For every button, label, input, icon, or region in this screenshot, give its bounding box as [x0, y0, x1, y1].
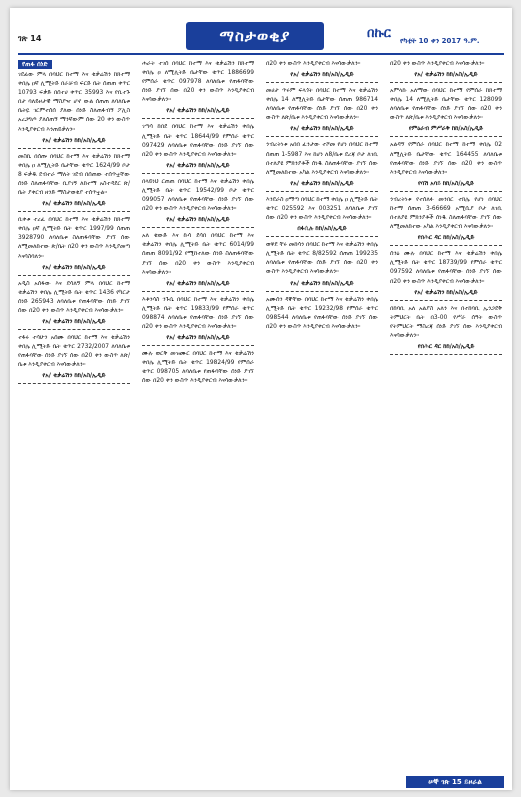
notice-signature: የአ/ ቂቃሬሽን ከከ/አስ/ኢዲድ — [166, 217, 230, 224]
notice-text: በ20 ቀን ውስጥ እንዲያቀርብ እናሳውቃለን። — [390, 61, 485, 67]
notice-text: ንብረትነቱ የተሰለፉ መንበር ተክሌ የሆነ በባህር ከተማ ሰጠጠ 3-66669 አሚሲያ ቦታ ለገቢ በተለያዩ ምክንያቶች ሰነዱ ስለጠፋባቸው ያገኘ ሰው ለሚመለከተው አካል እንዲያቀርብ እናሳውቃለን። — [390, 196, 502, 231]
notice-signature: የባሽ አባይ ከከ/አስ/ኢዲድ — [418, 180, 474, 187]
notice-signature: የአ/ ቂቃሬሽን ከከ/አስ/ኢዲድ — [414, 72, 478, 79]
notice-signature: የአ/ ቂቃሬሽን ከከ/አስ/ኢዲድ — [166, 280, 230, 287]
notice-signature: የአ/ ቂቃሬሽን ከከ/አስ/ኢዲድ — [290, 280, 354, 287]
notice-text: ሰንዕ ሙሉ በባህር ከተማ እና ቂቃሬሽን ቀበሌ ሊሚትድ ቤት ቁጥር 18739/99 የምሰራ ቁጥር 097592 ለባለቤቱ የጠፋባቸው ሰነድ ያገኘ ሰው በ20 ቀን ውስጥ እንዲያቀርብ እናሳውቃለን። — [390, 251, 502, 285]
issue-date: የካቲት 10 ቀን 2017 ዓ.ም. — [400, 37, 480, 45]
notice-column-3 — [266, 60, 378, 332]
notice-text: አዲስ አሰፋው እና ደሳለኝ ምላ በባህር ከተማ ቂቃሬሽን ቀበሌ ሊሚትድ ቤት ቁጥር 1436 የካርታ ሰነድ 265943 ለባለቤቱ የጠፋባቸው ሰነድ ያገኘ ሰው በ20 ቀን ውስጥ እንዲያቀርብ እናሳውቃለን። — [18, 280, 130, 314]
notice-signature: በፋሲሉ ከከ/አስ/ኢዲድ — [297, 226, 347, 233]
notice-column-4 — [390, 60, 502, 359]
notice-column-2 — [142, 60, 254, 386]
notice-separator — [266, 191, 378, 192]
notice-signature: የአ/ ቂቃሬሽን ከከ/አስ/ኢዲድ — [290, 72, 354, 79]
notice-text: ተፋሩ ተሳሁን አሰሙ በባህር ከተማ እና ቂቃሬሽን ቀበሌ ሊሚትድ ቤት ቁጥር 2732/2007 ለባለቤቱ የጠፋባቸው ሰነድ ያገኘ ሰው በ20 ቀን ውስጥ ለጽ/ቤቱ እንዲያቀርብ እናሳውቃለን። — [18, 334, 130, 369]
notice-text: እቶንሳስ ንጉሴ በባህር ከተማ እና ቂቃሬሽን ቀበሌ ሊሚትድ ቤት ቁጥር 19833/99 የምሰራ ቁጥር 098874 ለባለቤቱ የጠፋባቸው ሰነድ ያገኘ ሰው በ20 ቀን ውስጥ እንዲያቀርብ እናሳውቃለን። — [142, 296, 254, 330]
notice-signature: የአ/ ቂቃሬሽን ከከ/አስ/ኢዲድ — [166, 335, 230, 342]
notice-separator — [266, 82, 378, 83]
notice-signature: የበሕር ዳር ከከ/አስ/ኢዲድ — [417, 235, 475, 242]
notice-text: መሀታ ጥሩም ፍላጎት በባህር ከተማ እና ቂቃሬሽን ቀበሌ 14 ለሚሊትድ ቤታቸው ሰጠጠ 986714 ለባለቤቱ የጠፋባቸው ሰነድ ያገኘ ሰው በ20 ቀን ውስጥ ለጽ/ቤቱ እንዲያቀርብ እናሳውቃለን። — [266, 88, 378, 122]
notice-separator — [390, 82, 502, 83]
notice-separator — [18, 148, 130, 149]
notice-separator — [266, 136, 378, 137]
notice-text: ገጣሳ ከበደ በባህር ከተማ እና ቂቃሬሽን ቀበሌ ሊሚትድ ቤት ቁጥር 18644/99 የምሰራ ቁጥር 097429 ለባለቤቱ የጠፋባቸው ሰነድ ያገኘ ሰው በ20 ቀን ውስጥ እንዲያቀርብ እናሳውቃለን። — [142, 124, 254, 158]
newspaper-name: በኩር — [367, 26, 391, 41]
notice-column-1 — [18, 60, 130, 388]
notice-signature: የአ/ ቂቃሬሽን ከከ/አስ/ኢዲድ — [42, 201, 106, 208]
notice-separator — [18, 275, 130, 276]
notice-text: በ20 ቀን ውስጥ እንዲያቀርብ እናሳውቃለን። — [266, 61, 361, 67]
notice-signature: የአ/ ቂቃሬሽን ከከ/አስ/ኢዲድ — [42, 373, 106, 380]
notice-signature: የአ/ ቂቃሬሽን ከከ/አስ/ኢዲድ — [414, 289, 478, 296]
notice-text: ወዋደ ቸሩ መከሳን በባህር ከተማ እና ቂቃሬሽን ቀበሌ ሊሚትድ ቤት ቁጥር 8/82592 ሰጠጠ 199235 ለባለቤቱ የጠፋባቸው ሰነድ ያገኘ ሰው በ20 ቀን ውስጥ እንዲያቀርብ እናሳውቃለን። — [266, 242, 378, 276]
notice-text: እንደራስ ዐማጣ በባህር ከተማ ቀበሌ ዐ ሊሚትድ ቤት ቁጥር 025592 እና 003251 ለባለቤቱ ያገኘ ሰው በ20 ቀን ውስጥ እንዲያቀርብ እናሳውቃለን። — [266, 196, 378, 222]
notice-separator — [142, 227, 254, 228]
notice-text: ንብረትነቱ አበበ ፈንታው ተሾመ የሆነ በባህር ከተማ ሰጠጠ 1-5987 እና ከሆነ ለ8/ቤቱ ደረጃ ቦታ ለገቢ በተለያዩ ምክንያቶች ሰነዱ ስለጠፋባቸው ያገኘ ሰው ለሚመለከተው አካል እንዲያቀርብ እናሳውቃለን። — [266, 142, 378, 176]
notice-signature: የአ/ ቂቃሬሽን ከከ/አስ/ኢዲድ — [166, 108, 230, 115]
notice-text: ሐራት ተገሰ በባህር ከተማ እና ቂቃሬሽን ከክተማ ቀበሌ ዐ ለሚሊትድ ቤታቸው ቁጥር 1886699 የምሰራ ቁጥር 097978 ለባለቤቱ የጠፋባቸው ሰነድ ያገኘ ሰው በ20 ቀን ውስጥ እንዲያቀርብ እናሳውቃለን። — [142, 61, 254, 104]
notice-text: አምላኩ አለማው በባህር ከተማ የምሰራ ከክተማ ቀበሌ 14 ለሚሊትድ ቤታቸው ቁጥር 128099 ለባለቤቱ የጠፋባቸው ሰነድ ያገኘ ሰው በ20 ቀን ውስጥ ለጽ/ቤቱ እንዲያቀርብ እናሳውቃለን። — [390, 88, 502, 122]
notice-separator — [266, 236, 378, 237]
notice-text: ቢቀቱ ተረፈ በባህር ከተማ እና ቂቃሬሽን ከክተማ ቀበሌ ዐኛ ሊሚትድ ቤት ቁጥር 1997/99 ሰጠጠ 3928790 ለባለቤቱ ስለጠፋባቸው ያገኘ ሰው ለሚመለከተው ጽ/ቤት በ20 ቀን ውስጥ እንዲያመጣ እናሳስባለን። — [18, 217, 130, 260]
continued-tag: ሠኞ ገጽ 15 ይዞራል — [406, 776, 504, 788]
notice-separator — [142, 345, 254, 346]
section-masthead: ማስታወቂያ — [186, 22, 324, 50]
notice-signature: የአ/ ቂቃሬሽን ከከ/አስ/ኢዲድ — [42, 264, 106, 271]
notice-separator — [18, 329, 130, 330]
notice-text: መስኪ በሰጡ በባህር ከተማ እና ቂቃሬሽን ከክተማ ቀበሌ ዐ ለሚሊትድ ቤታቸው ቁጥር 1624/99 ቦታ 8 ፍቃዱ ደብተራ ማለት ገደብ በሰጠው ተሰጥቷቸው ሰነድ ስለጠፋባቸው ቢያገኝ ለከተማ አስተዳደር ጽ/ቤት ያቀርብ ዘንድ ማስታወቂያ ተሰጥቷል። — [18, 153, 130, 197]
notice-separator — [390, 136, 502, 137]
notice-separator — [266, 291, 378, 292]
notice-separator — [390, 191, 502, 192]
notice-text: በላይነህ ርጠጠ በባህር ከተማ እና ቂቃሬሽን ቀበሌ ሊሚትድ ቤት ቁጥር 19542/99 ቦታ ቁጥር 099057 ለባለቤቱ የጠፋባቸው ሰነድ ያገኘ ሰው በ20 ቀን ውስጥ እንዲያቀርብ እናሳውቃለን። — [142, 178, 254, 213]
notice-signature: የአ/ ቂቃሬሽን ከከ/አስ/ኢዲድ — [166, 162, 230, 169]
notice-text: አልዳኝ የምሰራ በባህር ከተማ ከተማ ቀበሌ 02 ለሚሊትድ ቤታቸው ቁጥር 164455 ለባለቤቱ የጠፋባቸው ሰነድ ያገኘ ሰው በ20 ቀን ውስጥ እንዲያቀርብ እናሳውቃለን። — [390, 142, 502, 176]
notice-signature: የበሕር ዳር ከከ/አስ/ኢዲድ — [417, 343, 475, 350]
notice-separator — [390, 354, 502, 355]
notice-signature: የአ/ ቂቃሬሽን ከከ/አስ/ኢዲድ — [290, 180, 354, 187]
notice-signature: የምዕራብ ምሥራቅ ከከ/አስ/ኢዲድ — [408, 126, 484, 133]
notice-separator — [142, 118, 254, 119]
notice-separator — [18, 383, 130, 384]
page-header — [10, 8, 512, 54]
notice-separator — [390, 245, 502, 246]
column-heading: የጠፋ ሰነድ — [18, 60, 52, 69]
newspaper-page — [10, 8, 512, 790]
notice-text: አሙሰን ዳኞቸው በባህር ከተማ እና ቂቃሬሽን ቀበሌ ሊሚትድ ቤት ቁጥር 19232/98 የምሰራ ቁጥር 098544 ለባለቤቱ የጠፋባቸው ሰነድ ያገኘ ሰው በ20 ቀን ውስጥ እንዲያቀርብ እናሳውቃለን። — [266, 296, 378, 330]
notice-text: ገደፊው ምላ በባህር ከተማ እና ቂቃሬሽን ከክተማ ቀበሌ ዐኛ ሊሚትድ በራቻብ ፍርድ ቤት ሰጠጠ ቀጥር 10793 ፍቃድ በሰተሀ ቀጥር 35993 እና የቢተጉ በታ ባለይዞታዊ ማስያዣ ሆኖ ውል ሰጠጠ ለባለቤቱ ቤትዬ ገርምተሰሰ ያለው ሰነድ ስለጠፋብኝ ፖሊስ አረጋግጦ ያለሰጠኝ ማንኛውም ሰው 20 ቀን ውስጥ እንዲያቀርብ እንጠይቃለን። — [18, 72, 130, 133]
notice-text: አለ ቁውድ እና ኩሳ ደሳበ በባህር ከተማ እና ቂቃሬሽን ቀበሌ ሊሚትድ ቤት ቁጥር 6014/99 ሰጠጠ 8091/92 የሚከተለው ሰነድ ስለጠፋባቸው ያገኘ ሰው በ20 ቀን ውስጥ እንዲያቀርብ እናሳውቃለን። — [142, 233, 254, 276]
notice-signature: የአ/ ቂቃሬሽን ከከ/አስ/ኢዲድ — [42, 137, 106, 144]
notice-signature: የአ/ ቂቃሬሽን ከከ/አስ/ኢዲድ — [290, 126, 354, 133]
header-rule — [18, 53, 504, 55]
notice-signature: የአ/ ቂቃሬሽን ከከ/አስ/ኢዲድ — [42, 318, 106, 325]
notice-separator — [18, 211, 130, 212]
notice-separator — [390, 300, 502, 301]
notice-text: ሙሉ ወርቅ መዝሙር በባህር ከተማ እና ቂቃሬሽን ቀበሌ ሊሚትድ ቤት ቁጥር 19824/99 የምሰራ ቁጥር 098705 ለባለቤቱ የጠፋባቸው ሰነድ ያገኘ ሰው በ20 ቀን ውስጥ እንዲያቀርብ እናሳውቃለን። — [142, 351, 254, 385]
notice-text: በከባቢ አለ አልያስ አለን እና በተከባቢ ኢንጋደቅ ትምህርት ቤት በ3-00 የሥራ ሰዓት ውስጥ የትምህርት ማስረጃ ሰነድ ያገኘ ሰው እንዲያቀርብ እናሳውቃለን። — [390, 305, 502, 339]
notice-separator — [142, 291, 254, 292]
page-number: ገጽ 14 — [18, 34, 42, 43]
notice-separator — [142, 173, 254, 174]
